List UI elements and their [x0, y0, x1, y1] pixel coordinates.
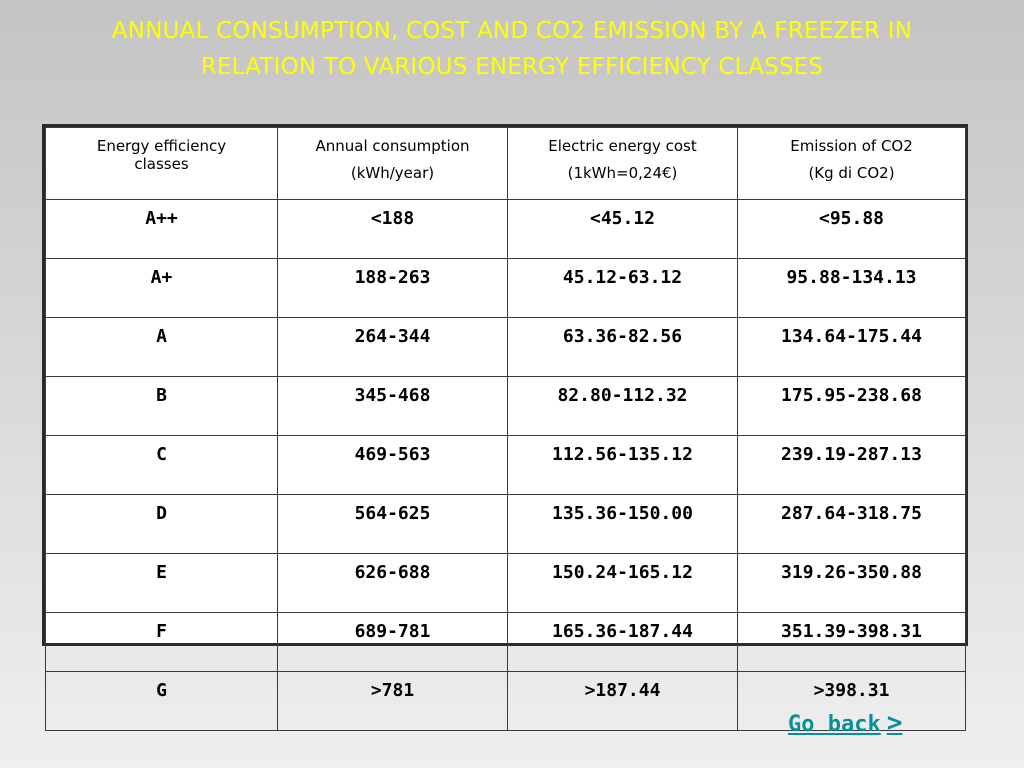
- table-row: [46, 554, 966, 613]
- cell-emission: 351.39-398.31: [738, 613, 966, 672]
- header-energy-class: [46, 128, 278, 200]
- slide-title: ANNUAL CONSUMPTION, COST AND CO2 EMISSION BY A FREEZER IN RELATION TO VARIOUS ENERGY EFFICIENCY CLASSES: [111, 18, 913, 80]
- cell-emission: 134.64-175.44: [738, 318, 966, 377]
- cell-emission: 319.26-350.88: [738, 554, 966, 613]
- cell-cost: 150.24-165.12: [508, 554, 738, 613]
- cell-class: G: [46, 672, 278, 731]
- header-co2-emission: [738, 128, 966, 200]
- cell-class: F: [46, 613, 278, 672]
- cell-cost: 63.36-82.56: [508, 318, 738, 377]
- cell-cost: 45.12-63.12: [508, 259, 738, 318]
- header-line-2: classes: [134, 155, 189, 173]
- header-energy-cost: [508, 128, 738, 200]
- header-annual-consumption: [278, 128, 508, 200]
- cell-consumption: 469-563: [278, 436, 508, 495]
- table-row: [46, 318, 966, 377]
- cell-class: A++: [46, 200, 278, 259]
- table-row: [46, 200, 966, 259]
- cell-cost: 135.36-150.00: [508, 495, 738, 554]
- table-header-row: [46, 128, 966, 200]
- header-line-1: Energy efficiency: [96, 137, 227, 155]
- header-line-1: Emission of CO2: [790, 137, 913, 155]
- table-row: [46, 259, 966, 318]
- table-row: [46, 377, 966, 436]
- cell-consumption: 264-344: [278, 318, 508, 377]
- cell-consumption: <188: [278, 200, 508, 259]
- cell-consumption: 345-468: [278, 377, 508, 436]
- go-back-link[interactable]: [788, 708, 902, 738]
- header-line-2: (kWh/year): [350, 164, 435, 182]
- cell-class: A+: [46, 259, 278, 318]
- header-line-2: (Kg di CO2): [808, 164, 895, 182]
- cell-consumption: 626-688: [278, 554, 508, 613]
- energy-class-table: [42, 124, 968, 701]
- cell-class: C: [46, 436, 278, 495]
- cell-cost: 165.36-187.44: [508, 613, 738, 672]
- cell-cost: >187.44: [508, 672, 738, 731]
- cell-emission: 239.19-287.13: [738, 436, 966, 495]
- cell-consumption: >781: [278, 672, 508, 731]
- cell-class: A: [46, 318, 278, 377]
- table-row: [46, 495, 966, 554]
- cell-consumption: 564-625: [278, 495, 508, 554]
- cell-cost: 112.56-135.12: [508, 436, 738, 495]
- cell-emission: 287.64-318.75: [738, 495, 966, 554]
- cell-consumption: 689-781: [278, 613, 508, 672]
- header-line-1: Electric energy cost: [548, 137, 697, 155]
- table-row: [46, 436, 966, 495]
- data-table: [45, 127, 966, 731]
- cell-class: E: [46, 554, 278, 613]
- cell-emission: <95.88: [738, 200, 966, 259]
- cell-class: B: [46, 377, 278, 436]
- table-row: [46, 613, 966, 672]
- header-line-1: Annual consumption: [315, 137, 470, 155]
- cell-cost: 82.80-112.32: [508, 377, 738, 436]
- go-back-label: Go back: [788, 712, 881, 737]
- cell-emission: 175.95-238.68: [738, 377, 966, 436]
- cell-emission: >398.31: [738, 672, 966, 731]
- chevron-right-icon: >: [886, 708, 903, 738]
- cell-consumption: 188-263: [278, 259, 508, 318]
- cell-class: D: [46, 495, 278, 554]
- header-line-2: (1kWh=0,24€): [567, 164, 678, 182]
- cell-emission: 95.88-134.13: [738, 259, 966, 318]
- cell-cost: <45.12: [508, 200, 738, 259]
